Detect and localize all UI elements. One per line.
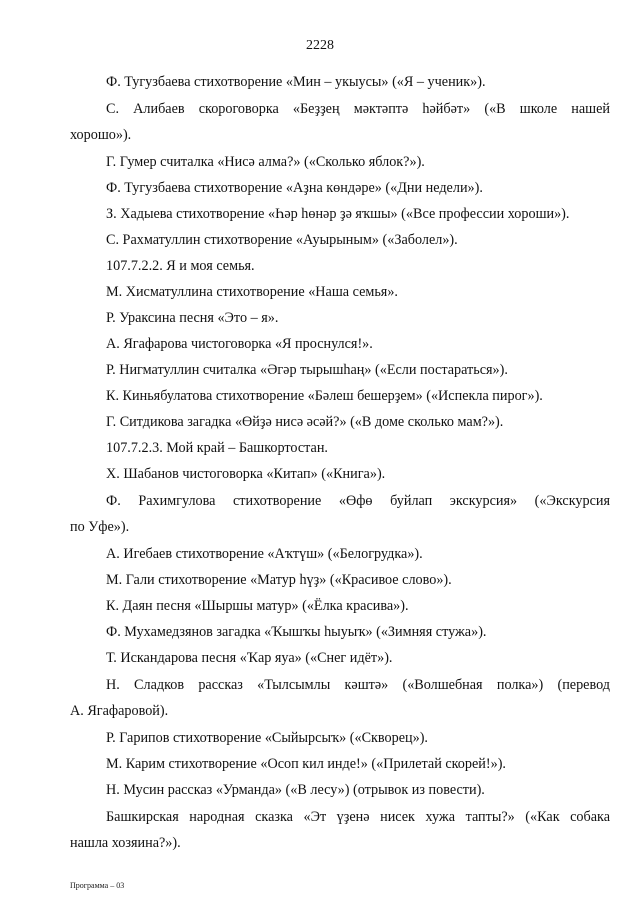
- entry-line: нашла хозяина?»).: [70, 835, 181, 851]
- entry: С. Рахматуллин стихотворение «Ауырыным» («Заболел»).: [106, 232, 458, 248]
- entry-line: Башкирская народная сказка «Эт үҙенә нисек хужа тапты?» («Как собака: [106, 809, 610, 825]
- entry-line: Ф. Рахимгулова стихотворение «Өфө буйлап экскурсия» («Экскурсия: [106, 493, 610, 509]
- entry: [70, 96, 610, 148]
- entry-line: Н. Сладков рассказ «Тылсымлы кәштә» («Волшебная полка») (перевод: [106, 677, 610, 693]
- entry: Т. Искандарова песня «Ҡар яуа» («Снег идёт»).: [106, 650, 393, 666]
- entry-line: хорошо»).: [70, 127, 132, 143]
- entry: Р. Гарипов стихотворение «Сыйырсыҡ» («Скворец»).: [106, 730, 428, 746]
- entry: Ф. Мухамедзянов загадка «Ҡышҡы һыуыҡ» («Зимняя стужа»).: [106, 624, 487, 640]
- section-heading: 107.7.2.3. Мой край – Башкортостан.: [106, 440, 328, 456]
- entry: [70, 672, 610, 724]
- footer-note: Программа – 03: [70, 881, 125, 890]
- entry: [70, 804, 610, 856]
- entry: М. Карим стихотворение «Осоп кил инде!» («Прилетай скорей!»).: [106, 756, 506, 772]
- entry-line: по Уфе»).: [70, 519, 130, 535]
- entry: Р. Ураксина песня «Это – я».: [106, 310, 279, 326]
- entry: Ф. Тугузбаева стихотворение «Мин – укыусы» («Я – ученик»).: [106, 74, 486, 90]
- entry: Г. Ситдикова загадка «Өйҙә нисә әсәй?» («В доме сколько мам?»).: [106, 414, 504, 430]
- page-number: 2228: [306, 38, 334, 53]
- entry-line: С. Алибаев скороговорка «Беҙҙең мәктәптә һәйбәт» («В школе нашей: [106, 101, 610, 117]
- entry: Г. Гумер считалка «Нисә алма?» («Сколько яблок?»).: [106, 154, 425, 170]
- entry: М. Гали стихотворение «Матур һүҙ» («Красивое слово»).: [106, 572, 452, 588]
- entry: [70, 488, 610, 540]
- entry-line: А. Ягафаровой).: [70, 703, 169, 719]
- section-heading: 107.7.2.2. Я и моя семья.: [106, 258, 255, 274]
- entry: К. Даян песня «Шыршы матур» («Ёлка красива»).: [106, 598, 409, 614]
- entry: З. Хадыева стихотворение «Һәр һөнәр ҙә яҡшы» («Все профессии хороши»).: [106, 206, 570, 222]
- entry: А. Ягафарова чистоговорка «Я проснулся!».: [106, 336, 373, 352]
- entry: М. Хисматуллина стихотворение «Наша семья».: [106, 284, 398, 300]
- entry: Ф. Тугузбаева стихотворение «Аҙна көндәре» («Дни недели»).: [106, 180, 483, 196]
- entry: К. Киньябулатова стихотворение «Бәлеш бешерҙем» («Испекла пирог»).: [106, 388, 543, 404]
- entry: Н. Мусин рассказ «Урманда» («В лесу») (отрывок из повести).: [106, 782, 485, 798]
- entry: Р. Нигматуллин считалка «Әгәр тырышһаң» («Если постараться»).: [106, 362, 508, 378]
- entry: Х. Шабанов чистоговорка «Китап» («Книга»).: [106, 466, 386, 482]
- entry: А. Игебаев стихотворение «Аҡтүш» («Белогрудка»).: [106, 546, 423, 562]
